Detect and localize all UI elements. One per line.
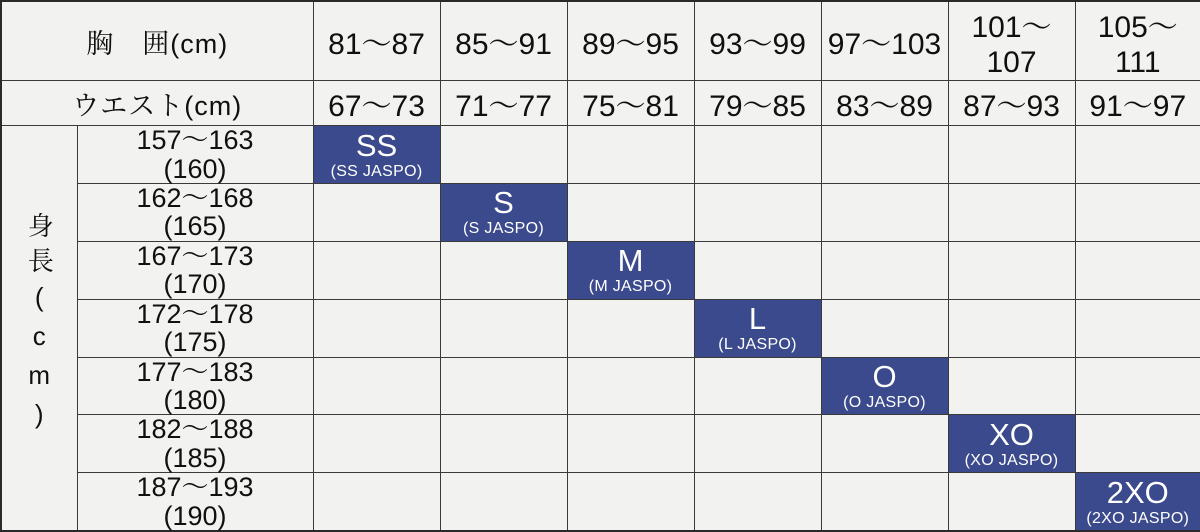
row-label-height xyxy=(77,415,313,473)
row-label-height xyxy=(77,473,313,531)
table-cell-size xyxy=(1075,473,1200,531)
table-cell-empty xyxy=(694,184,821,242)
table-row xyxy=(1,473,1200,531)
table-cell-empty xyxy=(313,299,440,357)
table-cell-empty xyxy=(948,473,1075,531)
row-paren: (175) xyxy=(163,327,227,358)
row-paren: (165) xyxy=(163,211,227,242)
table-cell-empty xyxy=(821,126,948,184)
row-label-height xyxy=(77,184,313,242)
header-chest-value: 101～107 xyxy=(948,1,1075,81)
vertical-label-height xyxy=(1,126,77,531)
row-range: 167～173 xyxy=(136,240,254,271)
size-jaspo-label: (M JASPO) xyxy=(588,278,673,296)
table-cell-empty xyxy=(567,299,694,357)
table-cell-empty xyxy=(440,241,567,299)
size-jaspo-label: (S JASPO) xyxy=(463,220,544,238)
table-cell-empty xyxy=(948,299,1075,357)
header-waist-value: 83～89 xyxy=(821,81,948,126)
header-chest-value: 89～95 xyxy=(567,1,694,81)
table-cell-empty xyxy=(567,184,694,242)
table-cell-empty xyxy=(1075,415,1200,473)
header-row-waist xyxy=(1,81,1200,126)
header-row-chest xyxy=(1,1,1200,81)
row-paren: (180) xyxy=(163,384,227,415)
table-cell-empty xyxy=(440,415,567,473)
table-cell-empty xyxy=(1075,184,1200,242)
table-row xyxy=(1,299,1200,357)
table-cell-empty xyxy=(948,126,1075,184)
row-range: 162～168 xyxy=(136,183,254,214)
row-paren: (190) xyxy=(163,500,227,531)
table-cell-empty xyxy=(313,473,440,531)
table-cell-empty xyxy=(821,299,948,357)
header-chest-value: 81～87 xyxy=(313,1,440,81)
table-row xyxy=(1,415,1200,473)
row-label-height xyxy=(77,299,313,357)
table-cell-empty xyxy=(1075,241,1200,299)
table-cell-size xyxy=(567,241,694,299)
size-label: XO xyxy=(989,416,1034,452)
size-label: M xyxy=(617,243,644,279)
row-range: 187～193 xyxy=(136,472,254,503)
table-cell-empty xyxy=(567,126,694,184)
size-jaspo-label: (XO JASPO) xyxy=(964,451,1059,469)
table-cell-size xyxy=(948,415,1075,473)
size-jaspo-label: (L JASPO) xyxy=(718,336,797,354)
table-cell-empty xyxy=(1075,299,1200,357)
table-cell-size xyxy=(694,299,821,357)
table-cell-size xyxy=(440,184,567,242)
table-row xyxy=(1,357,1200,415)
table-cell-size xyxy=(821,357,948,415)
size-jaspo-label: (O JASPO) xyxy=(843,393,926,411)
table-cell-empty xyxy=(694,415,821,473)
table-cell-empty xyxy=(567,473,694,531)
table-cell-empty xyxy=(440,357,567,415)
row-range: 157～163 xyxy=(136,125,254,156)
size-jaspo-label: (2XO JASPO) xyxy=(1086,509,1190,527)
table-cell-size xyxy=(313,126,440,184)
table-cell-empty xyxy=(440,299,567,357)
table-cell-empty xyxy=(821,184,948,242)
row-label-height xyxy=(77,241,313,299)
row-label-height xyxy=(77,357,313,415)
size-label: S xyxy=(493,185,514,221)
header-label-chest: 胸 囲(cm) xyxy=(1,1,313,81)
table-cell-empty xyxy=(821,473,948,531)
row-paren: (160) xyxy=(163,153,227,184)
table-cell-empty xyxy=(694,241,821,299)
row-paren: (170) xyxy=(163,269,227,300)
table-cell-empty xyxy=(440,126,567,184)
header-waist-value: 91～97 xyxy=(1075,81,1200,126)
table-cell-empty xyxy=(694,126,821,184)
size-jaspo-label: (SS JASPO) xyxy=(330,162,423,180)
header-waist-value: 87～93 xyxy=(948,81,1075,126)
header-chest-value: 93～99 xyxy=(694,1,821,81)
table-cell-empty xyxy=(313,241,440,299)
table-row xyxy=(1,241,1200,299)
header-waist-value: 75～81 xyxy=(567,81,694,126)
header-waist-value: 79～85 xyxy=(694,81,821,126)
header-waist-value: 67～73 xyxy=(313,81,440,126)
table-cell-empty xyxy=(1075,357,1200,415)
table-cell-empty xyxy=(440,473,567,531)
row-label-height xyxy=(77,126,313,184)
size-label: L xyxy=(748,301,767,337)
header-chest-value: 85～91 xyxy=(440,1,567,81)
table-cell-empty xyxy=(948,241,1075,299)
table-row xyxy=(1,184,1200,242)
table-cell-empty xyxy=(313,184,440,242)
table-cell-empty xyxy=(821,241,948,299)
size-label: 2XO xyxy=(1106,474,1169,510)
table-cell-empty xyxy=(694,357,821,415)
table-cell-empty xyxy=(313,415,440,473)
table-cell-empty xyxy=(948,184,1075,242)
row-range: 177～183 xyxy=(136,356,254,387)
table-row xyxy=(1,126,1200,184)
table-cell-empty xyxy=(694,473,821,531)
header-waist-value: 71～77 xyxy=(440,81,567,126)
vertical-label-height-text: 身長(cm) xyxy=(24,211,55,438)
table-cell-empty xyxy=(567,357,694,415)
header-chest-value: 97～103 xyxy=(821,1,948,81)
header-label-waist: ウエスト(cm) xyxy=(1,81,313,126)
table-cell-empty xyxy=(821,415,948,473)
size-label: SS xyxy=(355,127,398,163)
table-cell-empty xyxy=(567,415,694,473)
table-cell-empty xyxy=(1075,126,1200,184)
row-range: 182～188 xyxy=(136,414,254,445)
header-chest-value: 105～111 xyxy=(1075,1,1200,81)
size-label: O xyxy=(872,358,897,394)
table-cell-empty xyxy=(948,357,1075,415)
table-cell-empty xyxy=(313,357,440,415)
row-range: 172～178 xyxy=(136,298,254,329)
row-paren: (185) xyxy=(163,442,227,473)
